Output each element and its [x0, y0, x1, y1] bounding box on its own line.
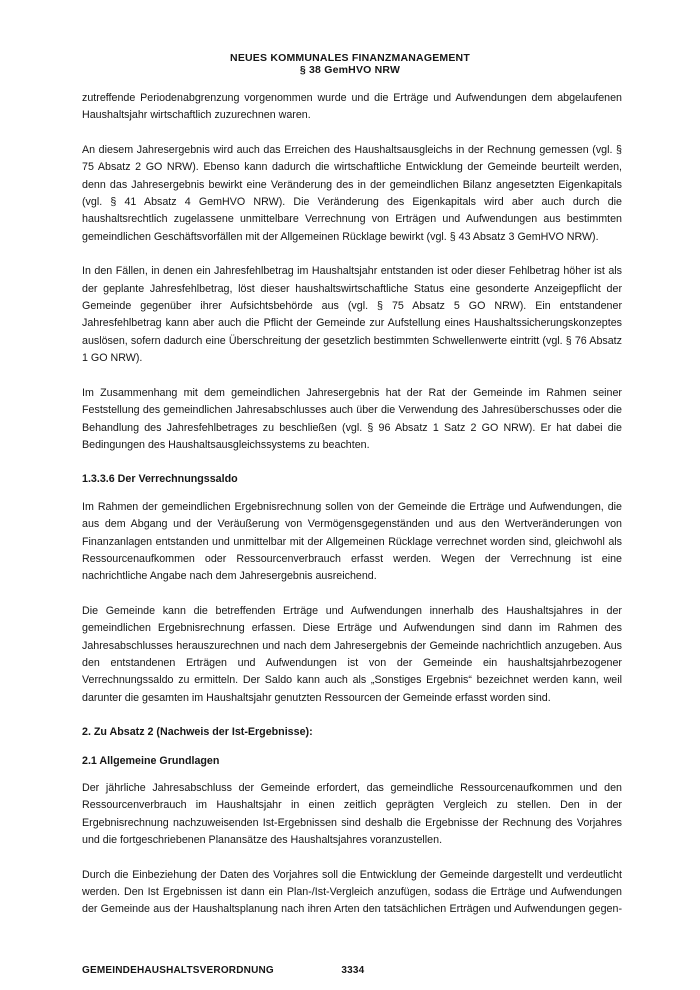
header-subtitle: § 38 GemHVO NRW — [299, 64, 401, 76]
section-heading-allgemeine-grundlagen: 2.1 Allgemeine Grundlagen — [82, 754, 220, 767]
paragraph-ergebnisrechnung: Im Rahmen der gemeindlichen Ergebnisrechnung sollen von der Gemeinde die Erträge und Aufwendungen, die aus dem Abgang und der Veräußerung von Vermögensgegenständen und aus den Wertveränderungen von Finanzanlagen entstanden und unmittelbar mit der Allgemeinen Rücklage verrechnet worden sind, gleichwohl als Ressourcenaufkommen oder Ressourcenverbrauch erfasst werden. Wegen der Verrechnung ist eine nachrichtliche Angabe nach dem Jahresergebnis ausreichend. — [82, 500, 622, 583]
document-header — [0, 52, 700, 76]
footer-label: GEMEINDEHAUSHALTSVERORDNUNG — [82, 965, 274, 976]
document-content — [82, 90, 622, 936]
document-footer — [82, 965, 622, 977]
paragraph-sonstiges-ergebnis: Die Gemeinde kann die betreffenden Erträge und Aufwendungen innerhalb des Haushaltsjahres in der gemeindlichen Ergebnisrechnung erfassen. Diese Erträge und Aufwendungen sind dann im Rahmen des Jahresabschlusses herauszurechnen und nach dem Jahresergebnis der Gemeinde nachrichtlich anzugeben. Aus den entstandenen Erträgen und Aufwendungen ist von der Gemeinde ein haushaltsjahrbezogener Verrechnungssaldo zu ermitteln. Der Saldo kann auch als „Sonstiges Ergebnis“ bezeichnet werden kann, weil darunter die gesamten im Haushaltsjahr genutzten Ressourcen der Gemeinde erfasst worden sind. — [82, 604, 622, 704]
paragraph-jahresergebnis: An diesem Jahresergebnis wird auch das Erreichen des Haushaltsausgleichs in der Rechnung gemessen (vgl. § 75 Absatz 2 GO NRW). Ebenso kann dadurch die wirtschaftliche Entwicklung der Gemeinde beurteilt werden, denn das Jahresergebnis bewirkt eine Veränderung des in der gemeindlichen Bilanz angesetzten Eigenkapitals (vgl. § 41 Absatz 4 GemHVO NRW). Die Veränderung des Eigenkapitals wird aber auch durch die haushaltsrechtlich zugelassene unmittelbare Verrechnung von Erträgen und Aufwendungen aus bestimmten gemeindlichen Geschäftsvorfällen mit der Allgemeinen Rücklage bewirkt (vgl. § 43 Absatz 3 GemHVO NRW). — [82, 143, 622, 243]
paragraph-einbeziehung-vorjahr: Durch die Einbeziehung der Daten des Vorjahres soll die Entwicklung der Gemeinde dargestellt und verdeutlicht werden. Den Ist Ergebnissen ist dann ein Plan-/Ist-Vergleich anzufügen, sodass die Erträge und Aufwendungen der Gemeinde aus der Haushaltsplanung nach ihren Arten den tatsächlichen Erträgen und Aufwendungen gegen- — [82, 868, 622, 916]
paragraph-verwendung-jahresueberschuss: Im Zusammenhang mit dem gemeindlichen Jahresergebnis hat der Rat der Gemeinde im Rahmen seiner Feststellung des gemeindlichen Jahresabschlusses auch über die Verwendung des Jahresüberschusses oder die Behandlung des Jahresfehlbetrages zu beschließen (vgl. § 96 Absatz 1 Satz 2 GO NRW). Er hat dabei die Bedingungen des Haushaltsausgleichssystems zu beachten. — [82, 386, 622, 451]
header-title: NEUES KOMMUNALES FINANZMANAGEMENT — [230, 52, 470, 64]
paragraph-jahresfehlbetrag: In den Fällen, in denen ein Jahresfehlbetrag im Haushaltsjahr entstanden ist oder dieser Fehlbetrag höher ist als der geplante Jahresfehlbetrag, löst dieser haushaltswirtschaftliche Status eine gesonderte Anzeigepflicht der Gemeinde gegenüber ihrer Aufsichtsbehörde aus (vgl. § 75 Absatz 5 GO NRW). Ein entstandener Jahresfehlbetrag kann aber auch die Pflicht der Gemeinde zur Aufstellung eines Haushaltssicherungskonzeptes auslösen, sofern dadurch eine Überschreitung der gesetzlich bestimmten Schwellenwerte eintritt (vgl. § 76 Absatz 1 GO NRW). — [82, 265, 622, 365]
paragraph-periodenabgrenzung: zutreffende Periodenabgrenzung vorgenommen wurde und die Erträge und Aufwendungen dem abgelaufenen Haushaltsjahr wirtschaftlich zuzurechnen waren. — [82, 92, 622, 122]
section-heading-verrechnungssaldo: 1.3.3.6 Der Verrechnungssaldo — [82, 473, 238, 486]
page-number: 3334 — [341, 965, 365, 976]
section-heading-absatz-2: 2. Zu Absatz 2 (Nachweis der Ist-Ergebnisse): — [82, 726, 313, 739]
paragraph-jahresabschluss-vergleich: Der jährliche Jahresabschluss der Gemeinde erfordert, das gemeindliche Ressourcenaufkommen und den Ressourcenverbrauch im Haushaltsjahr in einen zeitlich geprägten Vergleich zu stellen. Den in der Ergebnisrechnung nachzuweisenden Ist-Ergebnissen sind deshalb die Ergebnisse der Rechnung des Vorjahres und die fortgeschriebenen Planansätze des Haushaltsjahres voranzustellen. — [82, 782, 622, 847]
